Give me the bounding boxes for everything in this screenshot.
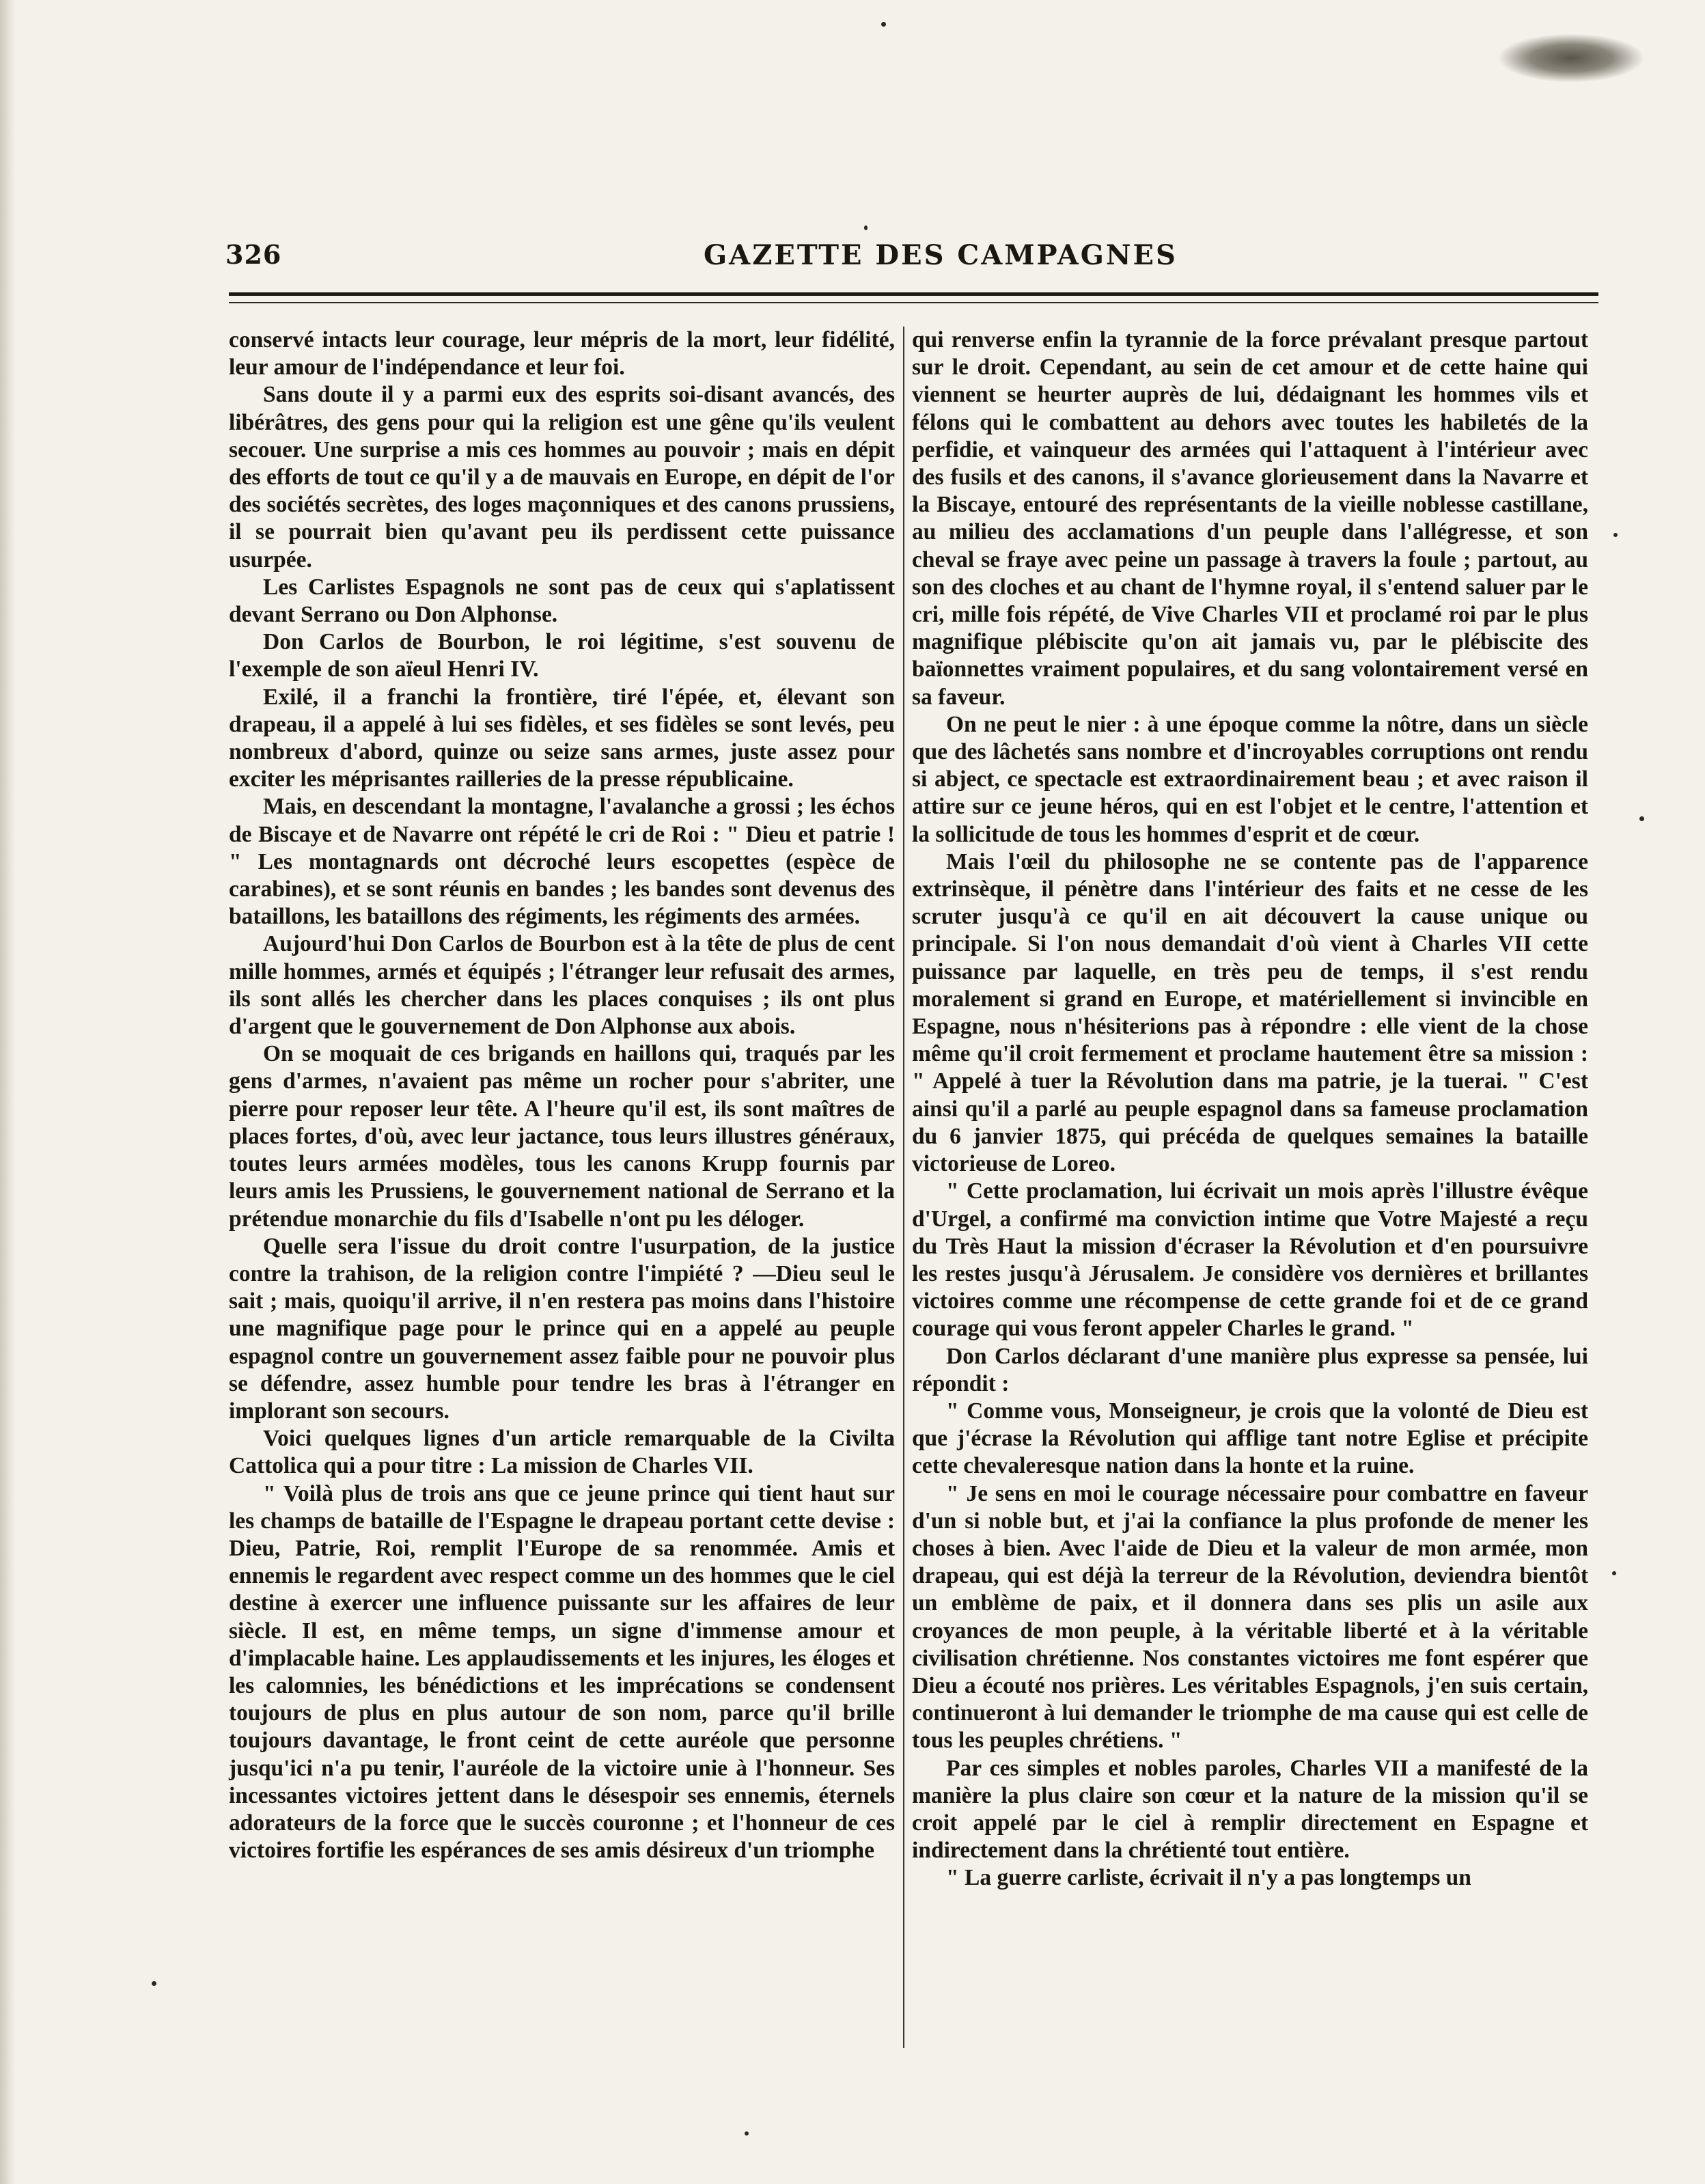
paper-speck	[1639, 816, 1644, 821]
page-edge-shadow	[0, 0, 15, 2184]
paragraph: " La guerre carliste, écrivait il n'y a pas longtemps un	[946, 1865, 1471, 1891]
paragraph: Exilé, il a franchi la frontière, tiré l'épée, et, élevant son drapeau, il a appelé à lui ses fidèles, et ses fidèles se sont levés, peu nombreux d'abord, quinze ou seize sans armes, juste assez pour exciter les méprisantes railleries de la presse républicaine.	[229, 684, 895, 792]
paragraph: " Voilà plus de trois ans que ce jeune prince qui tient haut sur les champs de bataille de l'Espagne le drapeau portant cette devise : Dieu, Patrie, Roi, remplit l'Europe de sa renommée. Amis et ennemis le regardent avec respect comme un des hommes que le ciel destine à exercer une influence puissante sur les affaires de leur siècle. Il est, en même temps, un signe d'immense amour et d'implacable haine. Les applaudissements et les injures, les éloges et les calomnies, les bénédictions et les imprécations se condensent toujours de plus en plus autour de son nom, parce qu'il brille toujours davantage, le front ceint de cette auréole que personne jusqu'ici n'a pu tenir, l'auréole de la victoire unie à l'honneur. Ses incessantes victoires jettent dans le désespoir ses ennemis, éternels adorateurs de la force que le succès couronne ; et l'honneur de ces victoires fortifie les espérances de ses amis désireux d'un triomphe	[229, 1480, 895, 1864]
paragraph: Les Carlistes Espagnols ne sont pas de ceux qui s'aplatissent devant Serrano ou Don Alphonse.	[229, 574, 895, 628]
paragraph: Don Carlos de Bourbon, le roi légitime, s'est souvenu de l'exemple de son aïeul Henri IV.	[229, 629, 895, 682]
paragraph: conservé intacts leur courage, leur mépris de la mort, leur fidélité, leur amour de l'indépendance et leur foi.	[229, 327, 895, 381]
paragraph: Aujourd'hui Don Carlos de Bourbon est à la tête de plus de cent mille hommes, armés et équipés ; l'étranger leur refusait des armes, ils sont allés les chercher dans les places conquises ; ils ont plus d'argent que le gouvernement de Don Alphonse aux abois.	[229, 931, 895, 1040]
paper-speck	[745, 2131, 749, 2135]
paper-speck	[1612, 1571, 1616, 1575]
header-rule-thin	[229, 302, 1598, 303]
running-title: GAZETTE DES CAMPAGNES	[704, 239, 1178, 271]
header-rule-thick	[229, 292, 1598, 296]
paragraph: " Je sens en moi le courage nécessaire pour combattre en faveur d'un si noble but, et j'ai la confiance la plus profonde de mener les choses à bien. Avec l'aide de Dieu et la valeur de mon armée, mon drapeau, qui est déjà la terreur de la Révolution, deviendra bientôt un emblème de paix, et il donnera dans ses plis un asile aux croyances de mon peuple, à la véritable liberté et à la véritable civilisation chrétienne. Nos constantes victoires me font espérer que Dieu a écouté nos prières. Les véritables Espagnols, j'en suis certain, continueront à lui demander le triomphe de ma cause qui est celle de tous les peuples chrétiens. "	[912, 1480, 1588, 1754]
column-divider	[903, 327, 904, 2048]
paper-speck	[1613, 533, 1618, 537]
paragraph: Mais l'œil du philosophe ne se contente pas de l'apparence extrinsèque, il pénètre dans l'intérieur des faits et ne cesse de les scruter jusqu'à ce qu'il en ait découvert la cause unique ou principale. Si l'on nous demandait d'où vient à Charles VII cette puissance par laquelle, en très peu de temps, il s'est rendu moralement si grand en Europe, et matériellement si invincible en Espagne, nous n'hésiterions pas à répondre : elle vient de la chose même qu'il croit fermement et proclame hautement être sa mission : " Appelé à tuer la Révolution dans ma patrie, je la tuerai. " C'est ainsi qu'il a parlé au peuple espagnol dans sa fameuse proclamation du 6 janvier 1875, qui précéda de quelques semaines la bataille victorieuse de Loreo.	[912, 848, 1588, 1177]
paper-speck	[864, 225, 868, 230]
paragraph: " Cette proclamation, lui écrivait un mois après l'illustre évêque d'Urgel, a confirmé ma conviction intime que Votre Majesté a reçu du Très Haut la mission d'écraser la Révolution et d'en poursuivre les restes jusqu'à Jérusalem. Je considère vos dernières et brillantes victoires comme une récompense de cette grande foi et de ce grand courage qui vous feront appeler Charles le grand. "	[912, 1178, 1588, 1342]
paragraph: On se moquait de ces brigands en haillons qui, traqués par les gens d'armes, n'avaient pas même un rocher pour s'abriter, une pierre pour reposer leur tête. A l'heure qu'il est, ils sont maîtres de places fortes, d'où, avec leur jactance, tous leurs illustres généraux, toutes leurs armées modèles, tous les canons Krupp fournis par leurs amis les Prussiens, le gouvernement national de Serrano et la prétendue monarchie du fils d'Isabelle n'ont pu les déloger.	[229, 1041, 895, 1232]
page-header	[225, 239, 1598, 280]
paragraph: On ne peut le nier : à une époque comme la nôtre, dans un siècle que des lâchetés sans nombre et d'incroyables corruptions ont rendu si abject, ce spectacle est extraordinairement beau ; et avec raison il attire sur ce jeune héros, qui en est l'objet et le centre, l'attention et la sollicitude de tous les hommes d'esprit et de cœur.	[912, 711, 1588, 847]
paragraph: Par ces simples et nobles paroles, Charles VII a manifesté de la manière la plus claire son cœur et la nature de la mission qu'il se croit appelé par le ciel à remplir directement en Espagne et indirectement dans la chrétienté tout entière.	[912, 1755, 1588, 1864]
paper-speck	[152, 1981, 156, 1986]
paragraph: Don Carlos déclarant d'une manière plus expresse sa pensée, lui répondit :	[912, 1343, 1588, 1396]
paragraph: " Comme vous, Monseigneur, je crois que la volonté de Dieu est que j'écrase la Révolution qui afflige tant notre Eglise et précipite cette chevaleresque nation dans la honte et la ruine.	[912, 1398, 1588, 1479]
left-column	[229, 327, 895, 1864]
page-number: 326	[225, 239, 282, 270]
paragraph: Voici quelques lignes d'un article remarquable de la Civilta Cattolica qui a pour titre : La mission de Charles VII.	[229, 1426, 895, 1479]
paragraph: Mais, en descendant la montagne, l'avalanche a grossi ; les échos de Biscaye et de Navarre ont répété le cri de Roi : " Dieu et patrie ! " Les montagnards ont décroché leurs escopettes (espèce de carabines), et se sont réunis en bandes ; les bandes sont devenus des bataillons, les bataillons des régiments, les régiments des armées.	[229, 794, 895, 930]
paragraph: Quelle sera l'issue du droit contre l'usurpation, de la justice contre la trahison, de la religion contre l'impiété ? —Dieu seul le sait ; mais, quoiqu'il arrive, il n'en restera pas moins dans l'histoire une magnifique page pour le prince qui en a appelé au peuple espagnol contre un gouvernement assez faible pour ne pouvoir plus se défendre, assez humble pour tendre les bras à l'étranger en implorant son secours.	[229, 1233, 895, 1424]
right-column	[912, 327, 1588, 1892]
paper-speck	[881, 22, 886, 27]
paragraph: Sans doute il y a parmi eux des esprits soi-disant avancés, des libérâtres, des gens pour qui la religion est une gêne qu'ils veulent secouer. Une surprise a mis ces hommes au pouvoir ; mais en dépit des efforts de tout ce qu'il y a de mauvais en Europe, en dépit de l'or des sociétés secrètes, des loges maçonniques et des canons prussiens, il se pourrait bien qu'avant peu ils perdissent cette puissance usurpée.	[229, 382, 895, 572]
paragraph: qui renverse enfin la tyrannie de la force prévalant presque partout sur le droit. Cependant, au sein de cet amour et de cette haine qui viennent se heurter auprès de lui, dédaignant les hommes vils et félons qui le combattent au dehors avec toutes les habiletés de la perfidie, et vainqueur des armées qui l'attaquent à l'intérieur avec des fusils et des canons, il s'avance glorieusement dans la Navarre et la Biscaye, entouré des représentants de la vieille noblesse castillane, au milieu des acclamations d'un peuple dans l'allégresse, et son cheval se fraye avec peine un passage à travers la foule ; partout, au son des cloches et au chant de l'hymne royal, il s'entend saluer par le cri, mille fois répété, de Vive Charles VII et proclamé roi par le plus magnifique plébiscite qu'on ait jamais vu, par le plébiscite des baïonnettes vraiment populaires, et du sang volontairement versé en sa faveur.	[912, 327, 1588, 710]
ink-smudge	[1499, 34, 1643, 82]
